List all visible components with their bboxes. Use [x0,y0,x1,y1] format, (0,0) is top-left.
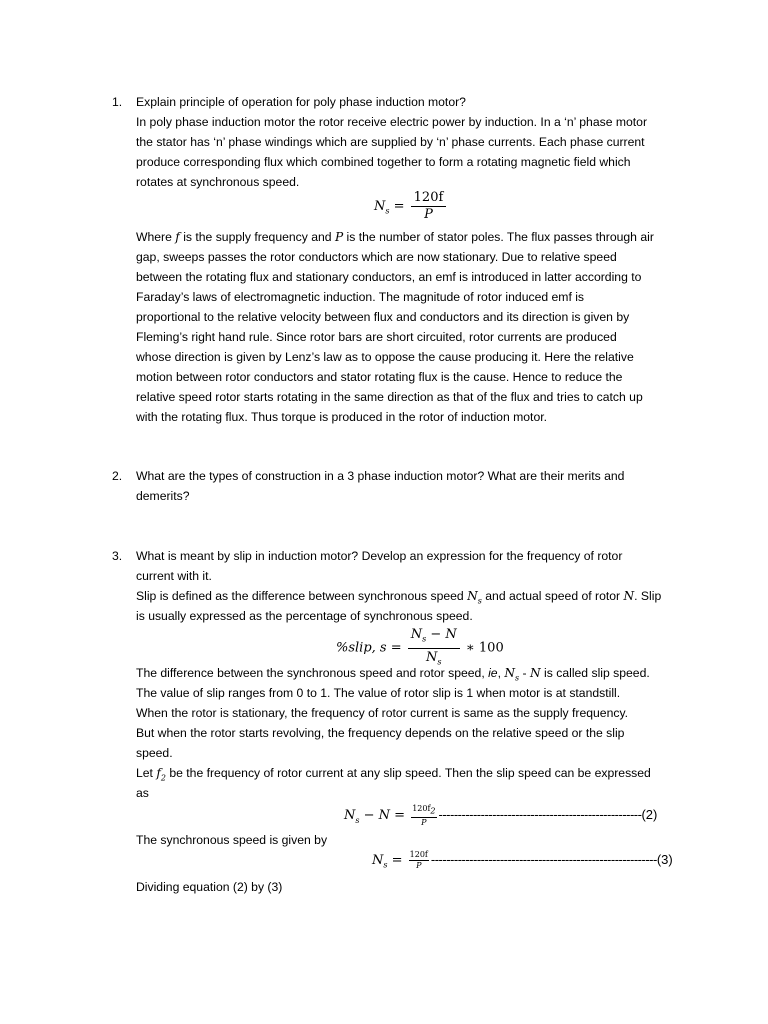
paragraph-line: relative speed rotor starts rotating in the same direction as that of the flux and tries to catch up [136,390,643,404]
equation-2: $N_s - N$ = $\frac{120f_2}{P}$ -----------------------------------------------------(2) [344,804,658,827]
equation-synchronous-speed: $N_s$ = $\frac{120f}{P}$ [374,190,448,223]
paragraph-line: Let $f_2$ be the frequency of rotor current at any slip speed. Then the slip speed can be expressed [136,766,651,783]
paragraph-line: Slip is defined as the difference between synchronous speed $N_s$ and actual speed of rotor N. Slip [136,589,662,606]
paragraph-line: The difference between the synchronous speed and rotor speed, ie, $N_s$ - N is called slip speed. [136,666,650,683]
equation-percent-slip: %slip, s = $\frac{N_s - N}{N_s}$ ∗ 100 [336,626,504,670]
fraction: $\frac{120f}{P}$ [409,850,428,870]
fraction: $\frac{120f_2}{P}$ [412,804,436,827]
paragraph-line: When the rotor is stationary, the frequency of rotor current is same as the supply frequency. [136,706,629,720]
question-text: What is meant by slip in induction motor? Develop an expression for the frequency of rotor [136,549,623,563]
paragraph-line: But when the rotor starts revolving, the frequency depends on the relative speed or the slip [136,726,625,740]
paragraph-line: with the rotating flux. Thus torque is produced in the rotor of induction motor. [136,410,547,424]
fraction: $\frac{120f}{P}$ [411,190,447,223]
paragraph-line: speed. [136,746,173,760]
paragraph-line: proportional to the relative velocity between flux and conductors and its direction is given by [136,310,630,324]
paragraph-line: between the rotating flux and stationary conductors, an emf is introduced in latter according to [136,270,642,284]
equation-label: (2) [641,807,658,823]
paragraph-line: whose direction is given by Lenz’s law as to oppose the cause producing it. Here the relative [136,350,634,364]
paragraph-line: gap, sweeps passes the rotor conductors which are now stationary. Due to relative speed [136,250,617,264]
paragraph-line: the stator has ‘n’ phase windings which are supplied by ‘n’ phase currents. Each phase current [136,135,645,149]
equation-3: $N_s$ = $\frac{120f}{P}$ -----------------------------------------------------------(3) [372,850,673,870]
paragraph-line: Dividing equation (2) by (3) [136,880,283,894]
paragraph-line: as [136,786,149,800]
question-number: 2. [112,469,123,483]
paragraph-line: The synchronous speed is given by [136,833,328,847]
question-number: 3. [112,549,123,563]
paragraph-line: Where f is the supply frequency and P is the number of stator poles. The flux passes through air [136,230,654,244]
question-body [136,92,676,192]
question-text: Explain principle of operation for poly phase induction motor? [136,95,466,109]
question-text: current with it. [136,569,212,583]
paragraph-line: produce corresponding flux which combined together to form a rotating magnetic field which [136,155,631,169]
paragraph-line: Faraday’s laws of electromagnetic induction. The magnitude of rotor induced emf is [136,290,585,304]
question-number: 1. [112,95,123,109]
question-text: What are the types of construction in a 3 phase induction motor? What are their merits and [136,469,625,483]
paragraph-line: In poly phase induction motor the rotor receive electric power by induction. In a ‘n’ phase motor [136,115,648,129]
equation-label: (3) [656,851,673,867]
paragraph-line: motion between rotor conductors and stator rotating flux is the cause. Hence to reduce the [136,370,623,384]
paragraph-line: is usually expressed as the percentage of synchronous speed. [136,609,473,623]
paragraph-line: Fleming’s right hand rule. Since rotor bars are short circuited, rotor currents are produced [136,330,617,344]
paragraph-line: rotates at synchronous speed. [136,175,300,189]
paragraph-line: The value of slip ranges from 0 to 1. The value of rotor slip is 1 when motor is at standstill. [136,686,621,700]
fraction: $\frac{N_s - N}{N_s}$ [408,626,460,670]
question-text: demerits? [136,489,190,503]
